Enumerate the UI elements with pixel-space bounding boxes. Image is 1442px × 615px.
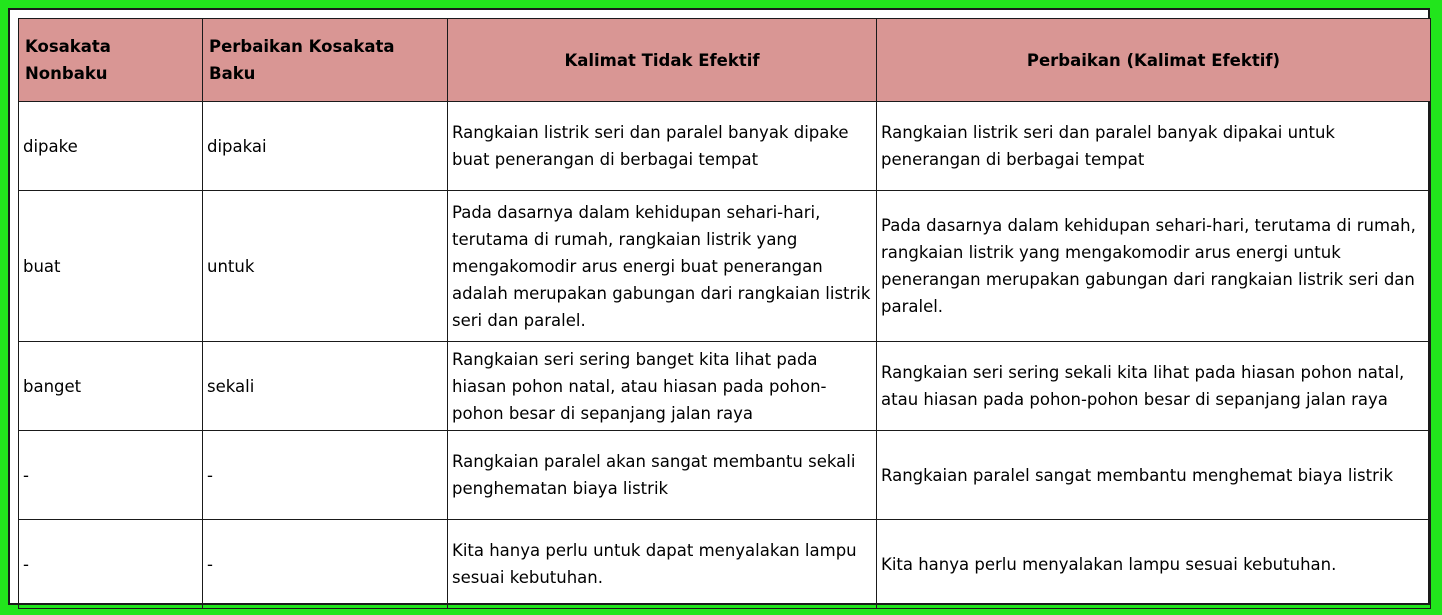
cell-baku: -	[203, 431, 448, 520]
cell-nonbaku: -	[19, 431, 203, 520]
cell-kalimat-efektif: Pada dasarnya dalam kehidupan sehari-hari, terutama di rumah, rangkaian listrik yang mengakomodir arus energi untuk penerangan merupakan gabungan dari rangkaian listrik seri dan paralel.	[877, 191, 1431, 342]
table-container	[8, 8, 1430, 605]
cell-baku: untuk	[203, 191, 448, 342]
cell-kalimat-efektif: Kita hanya perlu menyalakan lampu sesuai kebutuhan.	[877, 520, 1431, 609]
header-row	[19, 19, 1431, 102]
cell-baku: sekali	[203, 342, 448, 431]
cell-baku: dipakai	[203, 102, 448, 191]
table-row	[19, 342, 1431, 431]
cell-kalimat-tidak-efektif: Rangkaian seri sering banget kita lihat pada hiasan pohon natal, atau hiasan pada pohon-pohon besar di sepanjang jalan raya	[448, 342, 877, 431]
cell-kalimat-efektif: Rangkaian listrik seri dan paralel banyak dipakai untuk penerangan di berbagai tempat	[877, 102, 1431, 191]
header-perbaikan-kosakata-baku: Perbaikan Kosakata Baku	[203, 19, 448, 102]
cell-kalimat-tidak-efektif: Kita hanya perlu untuk dapat menyalakan lampu sesuai kebutuhan.	[448, 520, 877, 609]
cell-nonbaku: dipake	[19, 102, 203, 191]
header-kalimat-efektif: Perbaikan (Kalimat Efektif)	[877, 19, 1431, 102]
cell-kalimat-efektif: Rangkaian paralel sangat membantu menghemat biaya listrik	[877, 431, 1431, 520]
cell-kalimat-efektif: Rangkaian seri sering sekali kita lihat pada hiasan pohon natal, atau hiasan pada pohon-pohon besar di sepanjang jalan raya	[877, 342, 1431, 431]
cell-kalimat-tidak-efektif: Pada dasarnya dalam kehidupan sehari-hari, terutama di rumah, rangkaian listrik yang mengakomodir arus energi buat penerangan adalah merupakan gabungan dari rangkaian listrik seri dan paralel.	[448, 191, 877, 342]
cell-nonbaku: -	[19, 520, 203, 609]
header-kosakata-nonbaku: Kosakata Nonbaku	[19, 19, 203, 102]
cell-baku: -	[203, 520, 448, 609]
vocabulary-table	[18, 18, 1431, 609]
table-row	[19, 520, 1431, 609]
cell-nonbaku: buat	[19, 191, 203, 342]
header-kalimat-tidak-efektif: Kalimat Tidak Efektif	[448, 19, 877, 102]
table-row	[19, 431, 1431, 520]
cell-nonbaku: banget	[19, 342, 203, 431]
cell-kalimat-tidak-efektif: Rangkaian paralel akan sangat membantu sekali penghematan biaya listrik	[448, 431, 877, 520]
table-row	[19, 102, 1431, 191]
table-row	[19, 191, 1431, 342]
cell-kalimat-tidak-efektif: Rangkaian listrik seri dan paralel banyak dipake buat penerangan di berbagai tempat	[448, 102, 877, 191]
